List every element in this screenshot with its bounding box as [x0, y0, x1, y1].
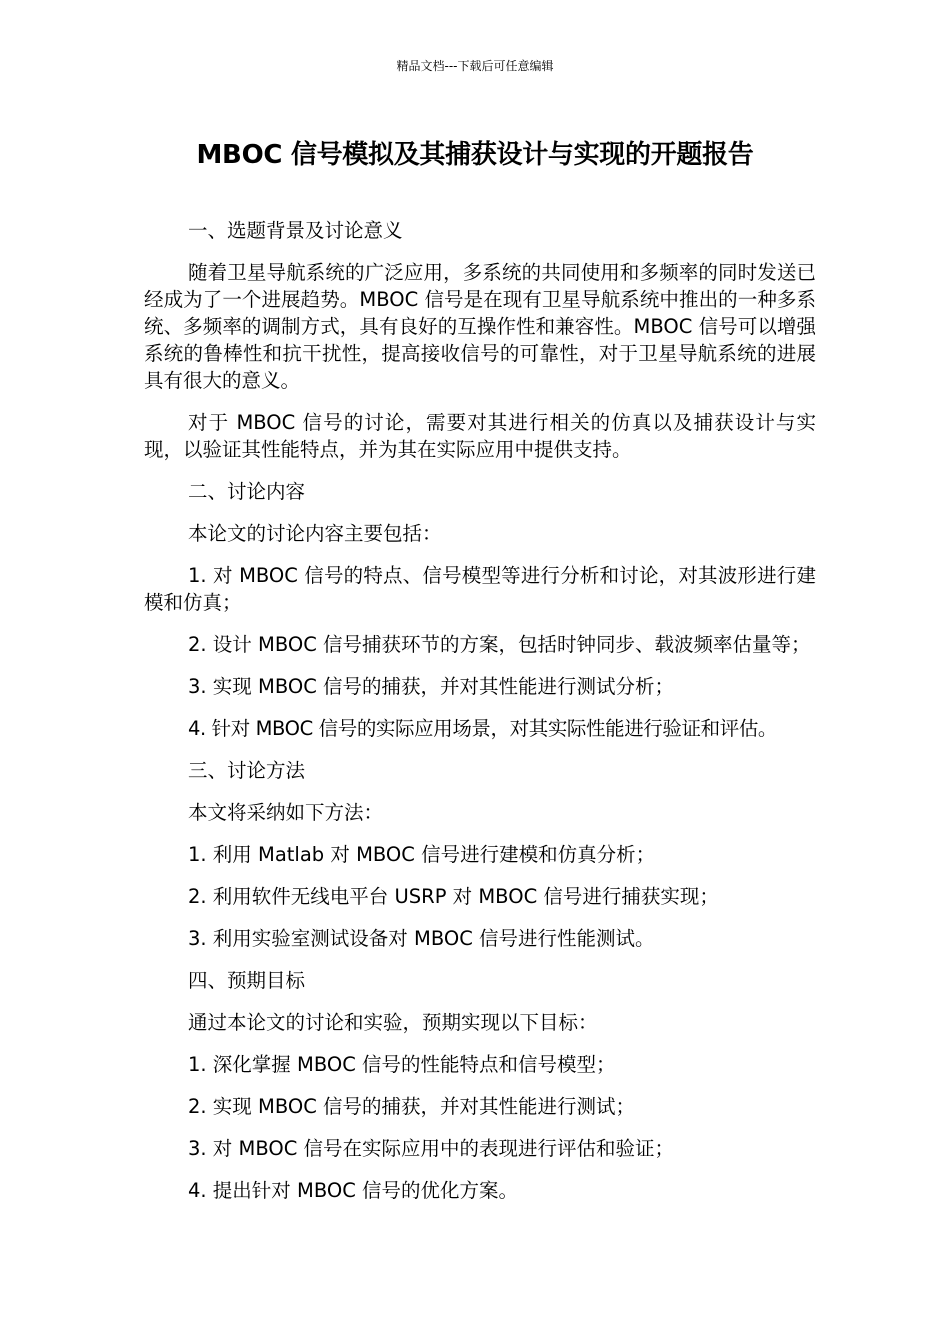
section-heading-goals: 四、预期目标: [188, 969, 306, 992]
paragraph-method-intro: 本文将采纳如下方法：: [188, 801, 384, 824]
list-item-goal-2: 2. 实现 MBOC 信号的捕获，并对其性能进行测试；: [188, 1095, 636, 1118]
list-item-goal-4: 4. 提出针对 MBOC 信号的优化方案。: [188, 1179, 519, 1202]
document-body: [144, 217, 816, 1204]
list-item-goal-1: 1. 深化掌握 MBOC 信号的性能特点和信号模型；: [188, 1053, 616, 1076]
paragraph-goals-intro: 通过本论文的讨论和实验，预期实现以下目标：: [188, 1011, 598, 1034]
section-heading-method: 三、讨论方法: [188, 759, 306, 782]
list-item-method-2: 2. 利用软件无线电平台 USRP 对 MBOC 信号进行捕获实现；: [188, 885, 719, 908]
list-item-content-1: 1. 对 MBOC 信号的特点、信号模型等进行分析和讨论，对其波形进行建模和仿真；: [144, 564, 816, 614]
page-header: 精品文档---下载后可任意编辑: [396, 59, 554, 73]
list-item-goal-3: 3. 对 MBOC 信号在实际应用中的表现进行评估和验证；: [188, 1137, 675, 1160]
list-item-content-4: 4. 针对 MBOC 信号的实际应用场景，对其实际性能进行验证和评估。: [188, 717, 778, 740]
paragraph-content-intro: 本论文的讨论内容主要包括：: [188, 522, 442, 545]
section-heading-content: 二、讨论内容: [188, 480, 306, 503]
paragraph-background-2: 对于 MBOC 信号的讨论，需要对其进行相关的仿真以及捕获设计与实现，以验证其性能特点，并为其在实际应用中提供支持。: [144, 411, 816, 461]
list-item-content-2: 2. 设计 MBOC 信号捕获环节的方案，包括时钟同步、载波频率估量等；: [188, 633, 811, 656]
list-item-content-3: 3. 实现 MBOC 信号的捕获，并对其性能进行测试分析；: [188, 675, 675, 698]
list-item-method-1: 1. 利用 Matlab 对 MBOC 信号进行建模和仿真分析；: [188, 843, 656, 866]
paragraph-background-1: 随着卫星导航系统的广泛应用，多系统的共同使用和多频率的同时发送已经成为了一个进展趋势。MBOC 信号是在现有卫星导航系统中推出的一种多系统、多频率的调制方式，具有良好的互操作性和兼容性。MBOC 信号可以增强系统的鲁棒性和抗干扰性，提高接收信号的可靠性，对于卫星导航系统的进展具有很大的意义。: [144, 261, 816, 392]
section-heading-background: 一、选题背景及讨论意义: [188, 219, 403, 242]
list-item-method-3: 3. 利用实验室测试设备对 MBOC 信号进行性能测试。: [188, 927, 655, 950]
document-title: MBOC 信号模拟及其捕获设计与实现的开题报告: [196, 140, 754, 170]
